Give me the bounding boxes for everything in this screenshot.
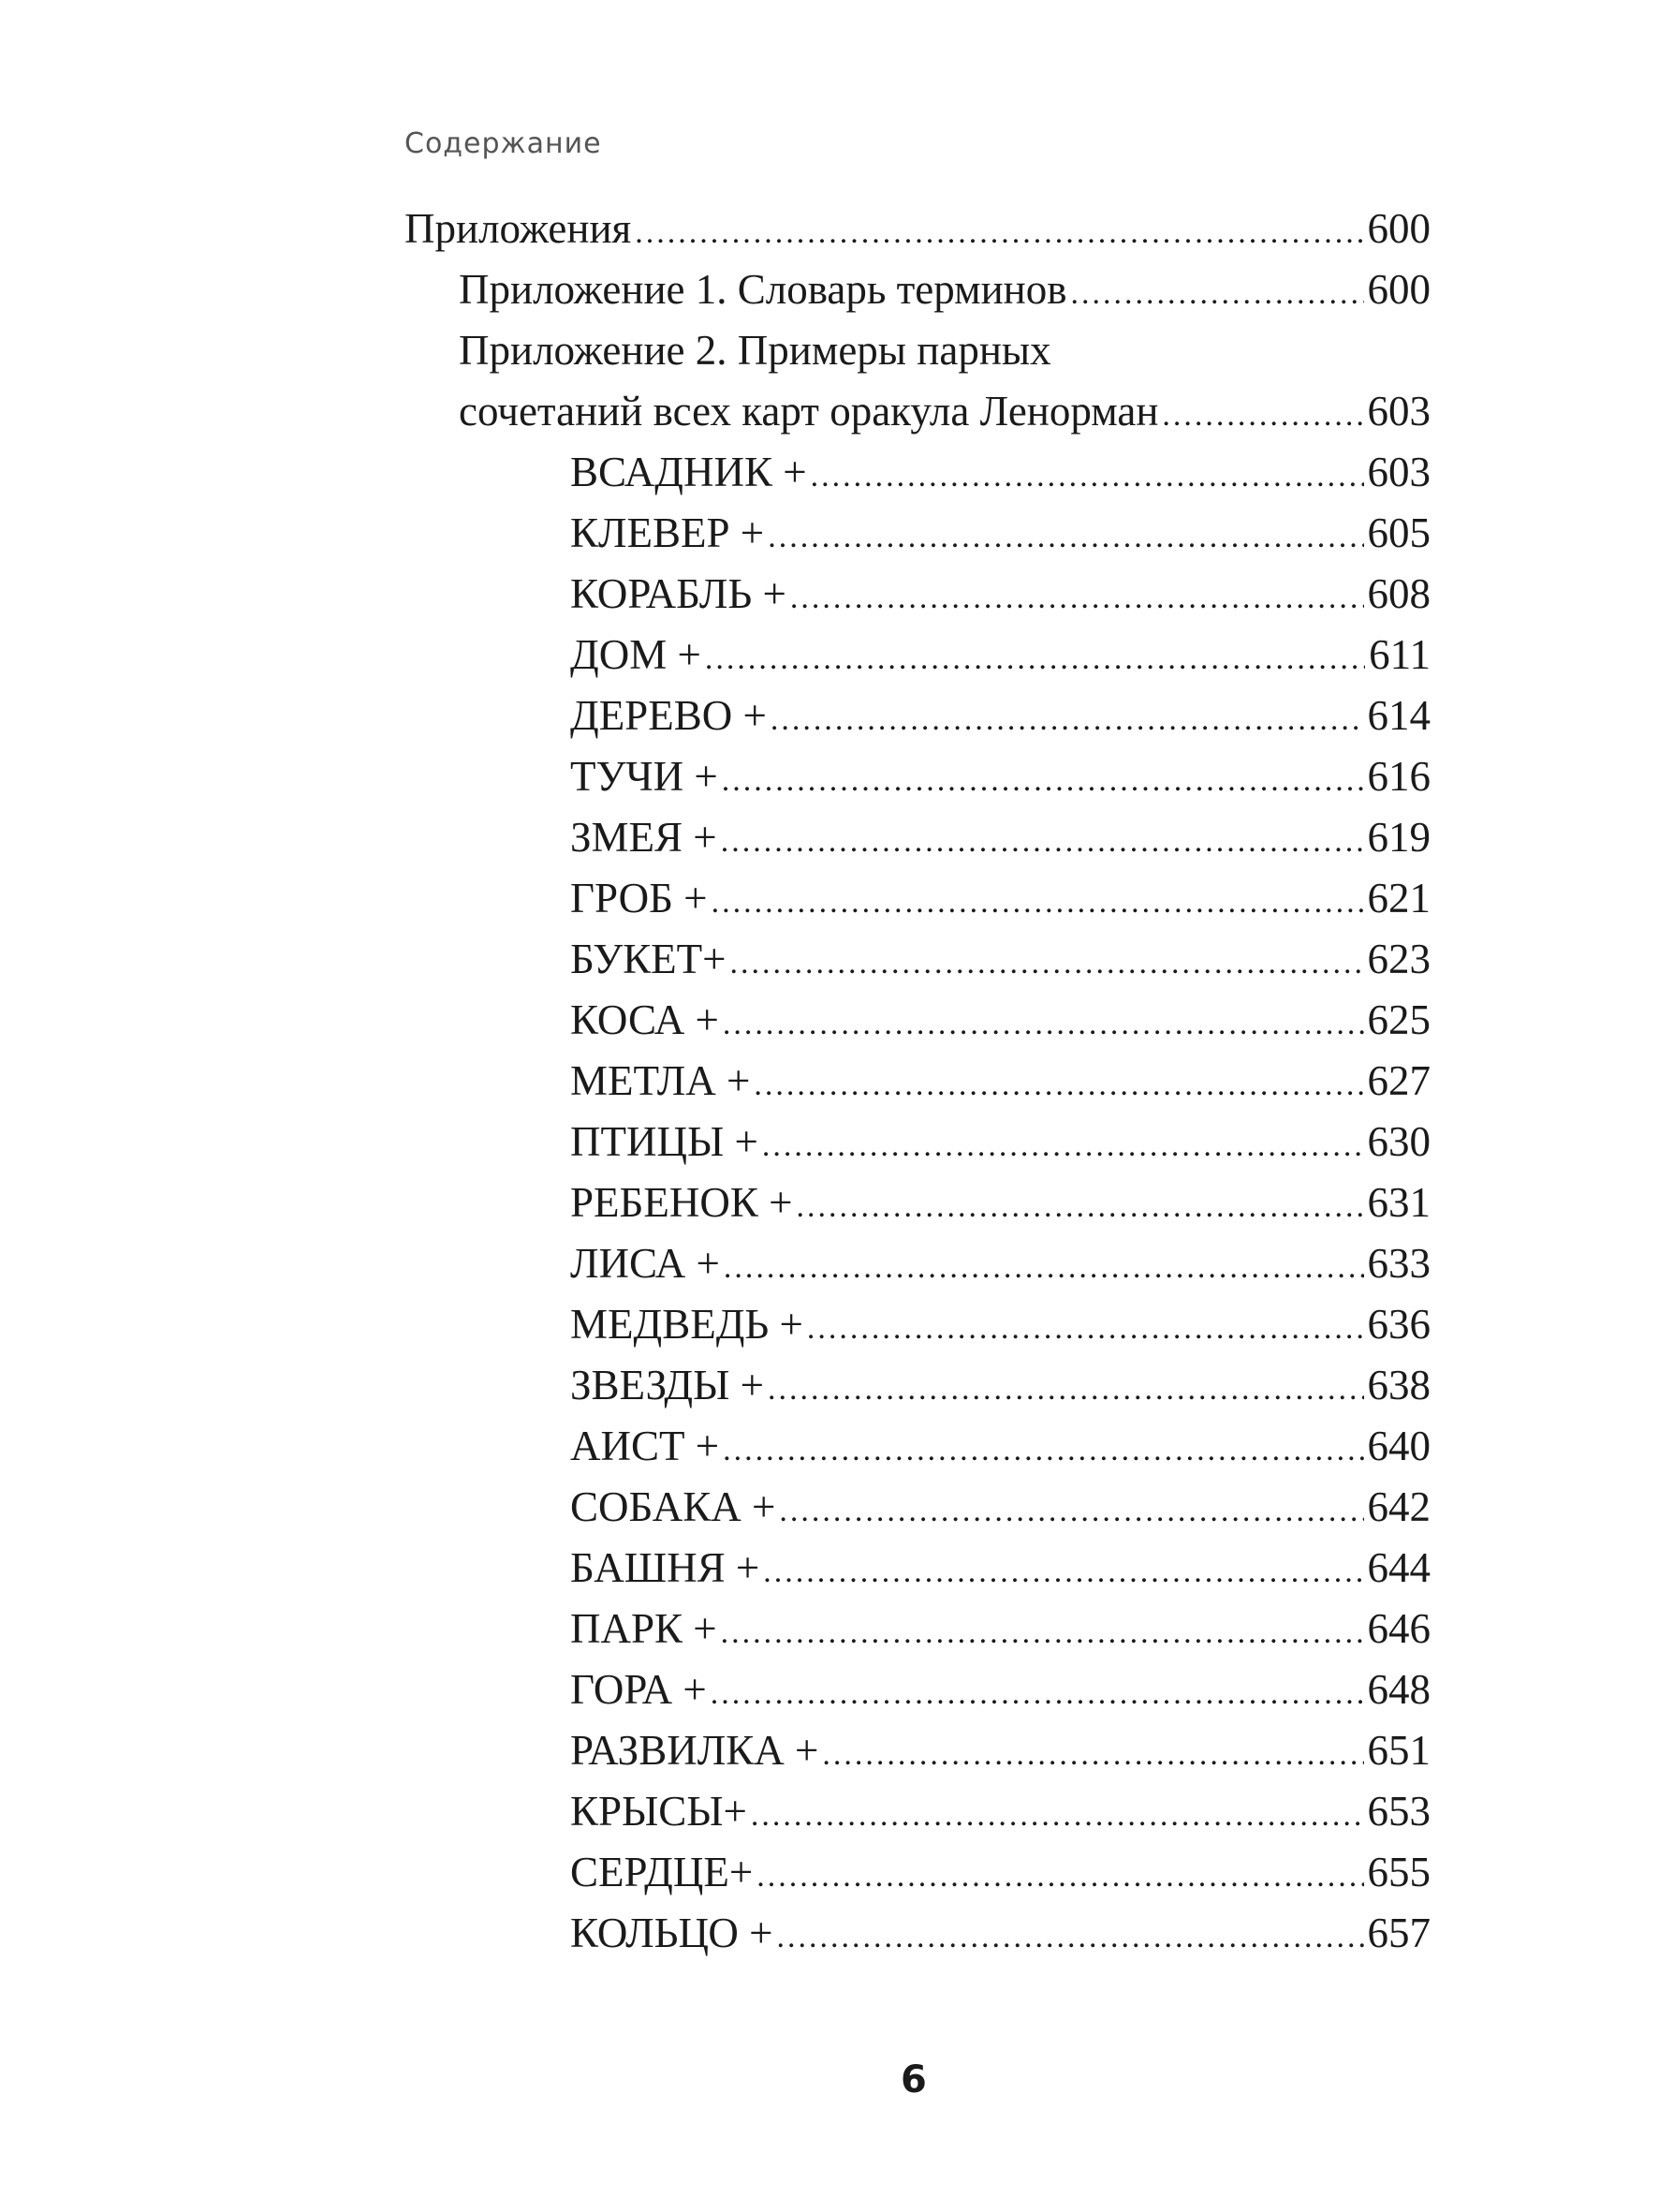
toc-entry[interactable] — [404, 320, 1431, 381]
toc-entry-page: 600 — [1367, 266, 1431, 313]
toc-entry-title: ГОРА + — [570, 1666, 707, 1713]
toc-entry-page: 603 — [1367, 388, 1431, 435]
dot-leader — [768, 507, 1363, 568]
toc-entry[interactable] — [404, 381, 1431, 442]
toc-entry-title: ТУЧИ + — [570, 753, 718, 800]
toc-entry-title: Приложения — [404, 205, 632, 252]
toc-entry[interactable] — [404, 199, 1431, 259]
toc-entry-page: 631 — [1367, 1179, 1431, 1226]
toc-entry-title: КРЫСЫ+ — [570, 1788, 747, 1835]
toc-entry[interactable] — [404, 564, 1431, 625]
toc-entry-page: 625 — [1367, 996, 1431, 1043]
dot-leader — [1162, 385, 1363, 446]
toc-entry-title: БАШНЯ + — [570, 1544, 760, 1591]
toc-entry-page: 605 — [1367, 509, 1431, 556]
toc-entry-page: 616 — [1367, 753, 1431, 800]
toc-entry-page: 619 — [1367, 814, 1431, 861]
toc-entry-page: 600 — [1367, 205, 1431, 252]
toc-entry-page: 611 — [1369, 631, 1431, 678]
toc-entry-page: 623 — [1367, 936, 1431, 982]
toc-entry-page: 638 — [1367, 1362, 1431, 1408]
dot-leader — [711, 1663, 1364, 1724]
toc-entry[interactable] — [404, 868, 1431, 929]
toc-entry[interactable] — [404, 746, 1431, 807]
toc-entry-title: ЛИСА + — [570, 1240, 720, 1287]
toc-entry-title: СЕРДЦЕ+ — [570, 1849, 754, 1895]
toc-entry[interactable] — [404, 625, 1431, 686]
toc-entry[interactable] — [404, 442, 1431, 503]
toc-entry-title: сочетаний всех карт оракула Ленорман — [459, 388, 1159, 435]
toc-entry-title: КЛЕВЕР + — [570, 509, 765, 556]
toc-entry[interactable] — [404, 1477, 1431, 1538]
toc-entry-title: ВСАДНИК + — [570, 449, 807, 495]
toc-entry[interactable] — [404, 1781, 1431, 1842]
toc-entry-title: ДЕРЕВО + — [570, 692, 767, 739]
dot-leader — [768, 1359, 1364, 1420]
toc-entry-page: 653 — [1367, 1788, 1431, 1835]
toc-entry-title: СОБАКА + — [570, 1483, 776, 1530]
toc-entry-page: 627 — [1367, 1057, 1431, 1104]
toc-entry[interactable] — [404, 686, 1431, 746]
toc-entry-page: 657 — [1367, 1910, 1431, 1956]
toc-entry[interactable] — [404, 1233, 1431, 1294]
dot-leader — [724, 1237, 1364, 1298]
toc-entry[interactable] — [404, 503, 1431, 564]
page-number: 6 — [901, 2058, 927, 2101]
toc-entry-title: КОЛЬЦО + — [570, 1910, 773, 1956]
toc-entry-page: 630 — [1367, 1118, 1431, 1165]
toc-entry-page: 640 — [1367, 1423, 1431, 1469]
dot-leader — [796, 1176, 1363, 1237]
toc-entry[interactable] — [404, 1294, 1431, 1355]
dot-leader — [771, 689, 1364, 750]
toc-entry[interactable] — [404, 1112, 1431, 1172]
toc-entry[interactable] — [404, 990, 1431, 1051]
dot-leader — [730, 933, 1364, 994]
toc-entry-page: 651 — [1367, 1727, 1431, 1774]
dot-leader — [790, 568, 1364, 628]
toc-entry-title: Приложение 2. Примеры парных — [459, 327, 1051, 374]
toc-entry-title: ПТИЦЫ + — [570, 1118, 758, 1165]
toc-entry[interactable] — [404, 807, 1431, 868]
toc-entry-title: Приложение 1. Словарь терминов — [459, 266, 1067, 313]
toc-entry-page: 636 — [1367, 1301, 1431, 1348]
dot-leader — [712, 872, 1364, 933]
toc-entry-page: 603 — [1367, 449, 1431, 495]
dot-leader — [705, 628, 1365, 689]
toc-entry-title: ПАРК + — [570, 1605, 717, 1652]
toc-entry-page: 608 — [1367, 570, 1431, 617]
dot-leader — [635, 202, 1363, 263]
toc-entry[interactable] — [404, 1599, 1431, 1659]
toc-entry-title: КОРАБЛЬ + — [570, 570, 786, 617]
toc-entry[interactable] — [404, 1051, 1431, 1112]
toc-entry[interactable] — [404, 1842, 1431, 1903]
dot-leader — [722, 750, 1364, 811]
toc-entry-page: 648 — [1367, 1666, 1431, 1713]
dot-leader — [807, 1298, 1364, 1359]
dot-leader — [763, 1541, 1363, 1602]
toc-entry-page: 633 — [1367, 1240, 1431, 1287]
dot-leader — [1071, 263, 1364, 324]
dot-leader — [723, 1420, 1363, 1481]
dot-leader — [721, 1602, 1364, 1663]
table-of-contents — [404, 199, 1431, 1964]
toc-entry[interactable] — [404, 929, 1431, 990]
toc-entry-page: 644 — [1367, 1544, 1431, 1591]
toc-entry-title: АИСТ + — [570, 1423, 720, 1469]
toc-entry[interactable] — [404, 1659, 1431, 1720]
toc-entry-title: РАЗВИЛКА + — [570, 1727, 819, 1774]
dot-leader — [811, 446, 1364, 507]
toc-entry-title: ДОМ + — [570, 631, 701, 678]
toc-entry[interactable] — [404, 1538, 1431, 1599]
toc-entry-page: 646 — [1367, 1605, 1431, 1652]
running-header: Содержание — [404, 127, 602, 160]
toc-entry[interactable] — [404, 1903, 1431, 1964]
toc-entry-title: БУКЕТ+ — [570, 936, 727, 982]
dot-leader — [754, 1054, 1363, 1115]
toc-entry[interactable] — [404, 1416, 1431, 1477]
toc-entry-title: ГРОБ + — [570, 875, 708, 922]
dot-leader — [777, 1907, 1364, 1968]
dot-leader — [751, 1785, 1364, 1846]
toc-entry-page: 621 — [1367, 875, 1431, 922]
dot-leader — [756, 1846, 1363, 1907]
toc-entry[interactable] — [404, 1172, 1431, 1233]
toc-entry-title: РЕБЕНОК + — [570, 1179, 793, 1226]
toc-entry-title: МЕДВЕДЬ + — [570, 1301, 803, 1348]
dot-leader — [779, 1481, 1363, 1541]
toc-entry-title: КОСА + — [570, 996, 719, 1043]
dot-leader — [723, 994, 1364, 1054]
toc-entry-page: 614 — [1367, 692, 1431, 739]
dot-leader — [762, 1115, 1364, 1176]
toc-entry[interactable] — [404, 259, 1431, 320]
toc-entry-title: ЗМЕЯ + — [570, 814, 717, 861]
toc-entry-page: 642 — [1367, 1483, 1431, 1530]
toc-entry[interactable] — [404, 1720, 1431, 1781]
toc-entry-title: МЕТЛА + — [570, 1057, 751, 1104]
toc-entry-title: ЗВЕЗДЫ + — [570, 1362, 764, 1408]
toc-entry-page: 655 — [1367, 1849, 1431, 1895]
toc-entry[interactable] — [404, 1355, 1431, 1416]
dot-leader — [822, 1724, 1363, 1785]
dot-leader — [721, 811, 1364, 872]
